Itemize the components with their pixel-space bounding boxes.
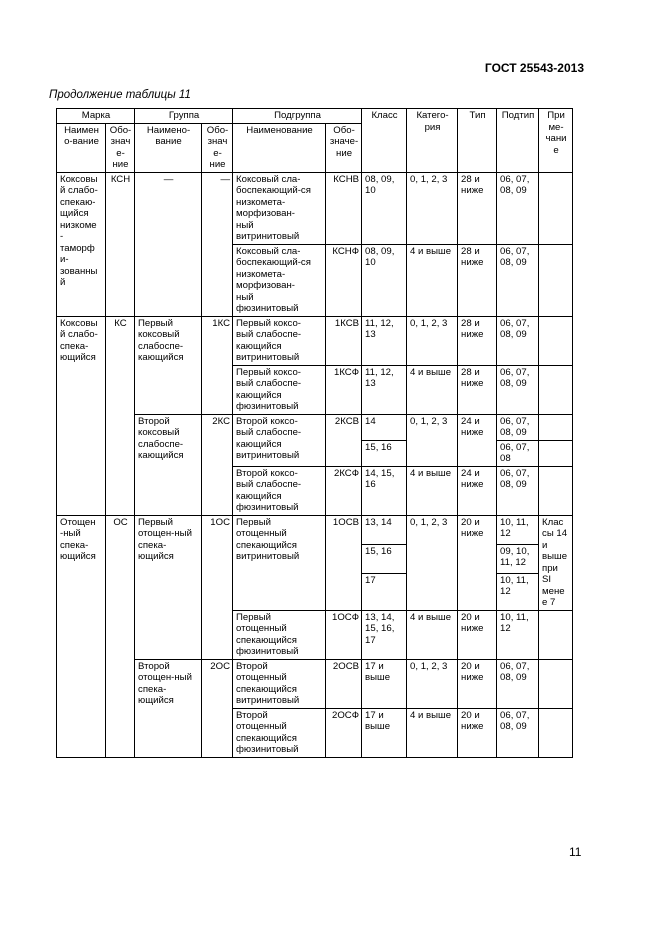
group-code-cell: 1КС: [202, 316, 233, 414]
marka-name-cell: Коксовы й слабо- спекаю- щийся низкоме - таморф и- зованны й: [57, 172, 106, 316]
podtip-cell: 06, 07, 08, 09: [497, 414, 539, 440]
kategoriya-cell: 0, 1, 2, 3: [407, 515, 458, 610]
note-cell: [539, 414, 573, 440]
table-row: [57, 172, 573, 244]
marka-code-cell: КС: [106, 316, 135, 515]
podtip-cell: 10, 11, 12: [497, 573, 539, 610]
header-subgroup-code: Обо- значе- ние: [326, 123, 362, 172]
tip-cell: 20 и ниже: [458, 659, 497, 708]
subgroup-name-cell: Коксовый сла- боспекающий-ся низкомета- морфизован- ный витринитовый: [233, 172, 326, 244]
podtip-cell: 10, 11, 12: [497, 610, 539, 659]
header-marka-name: Наимен о-вание: [57, 123, 106, 172]
klass-cell: 17 и выше: [362, 708, 407, 757]
klass-cell: 15, 16: [362, 440, 407, 466]
header-gruppa: Группа: [135, 109, 233, 124]
note-cell: [539, 659, 573, 708]
standard-designation: ГОСТ 25543-2013: [484, 61, 584, 75]
tip-cell: 24 и ниже: [458, 466, 497, 515]
note-cell: [539, 610, 573, 659]
subgroup-code-cell: 1ОСВ: [326, 515, 362, 610]
header-marka-code: Обо- значе- ние: [106, 123, 135, 172]
group-name-cell: Первый отощен-ный спека- ющийся: [135, 515, 202, 659]
klass-cell: 08, 09, 10: [362, 244, 407, 316]
group-code-cell: 1ОС: [202, 515, 233, 659]
podtip-cell: 06, 07, 08: [497, 440, 539, 466]
subgroup-code-cell: 2ОСФ: [326, 708, 362, 757]
podtip-cell: 09, 10, 11, 12: [497, 544, 539, 573]
klass-cell: 13, 14, 15, 16, 17: [362, 610, 407, 659]
kategoriya-cell: 4 и выше: [407, 244, 458, 316]
subgroup-name-cell: Второй коксо- вый слабоспе- кающийся фюзинитовый: [233, 466, 326, 515]
subgroup-code-cell: КСНВ: [326, 172, 362, 244]
note-cell: [539, 172, 573, 244]
subgroup-name-cell: Первый отощенный спекающийся витринитовый: [233, 515, 326, 610]
table-row: [57, 316, 573, 365]
podtip-cell: 06, 07, 08, 09: [497, 172, 539, 244]
header-primechanie: При ме- чани е: [539, 109, 573, 173]
note-cell: [539, 440, 573, 466]
tip-cell: 28 и ниже: [458, 365, 497, 414]
klass-cell: 14, 15, 16: [362, 466, 407, 515]
klass-cell: 17 и выше: [362, 659, 407, 708]
subgroup-code-cell: 2ОСВ: [326, 659, 362, 708]
subgroup-code-cell: КСНФ: [326, 244, 362, 316]
kategoriya-cell: 4 и выше: [407, 365, 458, 414]
table-row: [57, 414, 573, 440]
tip-cell: 24 и ниже: [458, 414, 497, 466]
header-group-code: Обо- значе- ние: [202, 123, 233, 172]
header-tip: Тип: [458, 109, 497, 173]
subgroup-name-cell: Коксовый сла- боспекающий-ся низкомета- морфизован- ный фюзинитовый: [233, 244, 326, 316]
group-code-cell: —: [202, 172, 233, 316]
kategoriya-cell: 4 и выше: [407, 610, 458, 659]
subgroup-code-cell: 1КСФ: [326, 365, 362, 414]
note-cell: [539, 466, 573, 515]
header-podtip: Подтип: [497, 109, 539, 173]
group-name-cell: Второй коксовый слабоспе- кающийся: [135, 414, 202, 515]
subgroup-name-cell: Первый коксо- вый слабоспе- кающийся фюзинитовый: [233, 365, 326, 414]
podtip-cell: 06, 07, 08, 09: [497, 466, 539, 515]
klass-cell: 17: [362, 573, 407, 610]
klass-cell: 15, 16: [362, 544, 407, 573]
marka-code-cell: ОС: [106, 515, 135, 757]
tip-cell: 20 и ниже: [458, 515, 497, 610]
subgroup-code-cell: 1КСВ: [326, 316, 362, 365]
tip-cell: 20 и ниже: [458, 708, 497, 757]
subgroup-code-cell: 2КСФ: [326, 466, 362, 515]
header-subgroup-name: Наименование: [233, 123, 326, 172]
klass-cell: 13, 14: [362, 515, 407, 544]
header-podgruppa: Подгруппа: [233, 109, 362, 124]
group-name-cell: Второй отощен-ный спека- ющийся: [135, 659, 202, 757]
podtip-cell: 06, 07, 08, 09: [497, 316, 539, 365]
group-code-cell: 2ОС: [202, 659, 233, 757]
klass-cell: 11, 12, 13: [362, 365, 407, 414]
kategoriya-cell: 0, 1, 2, 3: [407, 414, 458, 466]
header-marka: Марка: [57, 109, 135, 124]
podtip-cell: 06, 07, 08, 09: [497, 708, 539, 757]
kategoriya-cell: 4 и выше: [407, 466, 458, 515]
note-cell: [539, 708, 573, 757]
klass-cell: 08, 09, 10: [362, 172, 407, 244]
subgroup-code-cell: 2КСВ: [326, 414, 362, 466]
marka-name-cell: Отощен -ный спека- ющийся: [57, 515, 106, 757]
group-name-cell: Первый коксовый слабоспе- кающийся: [135, 316, 202, 414]
group-name-cell: —: [135, 172, 202, 316]
note-cell: Клас сы 14 и выше при SI мене е 7: [539, 515, 573, 610]
subgroup-name-cell: Второй отощенный спекающийся фюзинитовый: [233, 708, 326, 757]
subgroup-code-cell: 1ОСФ: [326, 610, 362, 659]
tip-cell: 28 и ниже: [458, 316, 497, 365]
tip-cell: 28 и ниже: [458, 244, 497, 316]
note-cell: [539, 244, 573, 316]
kategoriya-cell: 4 и выше: [407, 708, 458, 757]
table-row: [57, 515, 573, 544]
marka-name-cell: Коксовы й слабо- спека- ющийся: [57, 316, 106, 515]
header-klass: Класс: [362, 109, 407, 173]
klass-cell: 14: [362, 414, 407, 440]
klass-cell: 11, 12, 13: [362, 316, 407, 365]
group-code-cell: 2КС: [202, 414, 233, 515]
podtip-cell: 10, 11, 12: [497, 515, 539, 544]
table-row: [57, 659, 573, 708]
note-cell: [539, 316, 573, 365]
marka-code-cell: КСН: [106, 172, 135, 316]
kategoriya-cell: 0, 1, 2, 3: [407, 316, 458, 365]
subgroup-name-cell: Первый коксо- вый слабоспе- кающийся витринитовый: [233, 316, 326, 365]
tip-cell: 28 и ниже: [458, 172, 497, 244]
header-group-name: Наимено- вание: [135, 123, 202, 172]
note-cell: [539, 365, 573, 414]
subgroup-name-cell: Второй отощенный спекающийся витринитовый: [233, 659, 326, 708]
tip-cell: 20 и ниже: [458, 610, 497, 659]
podtip-cell: 06, 07, 08, 09: [497, 659, 539, 708]
page-number: 11: [569, 845, 582, 859]
subgroup-name-cell: Второй коксо- вый слабоспе- кающийся витринитовый: [233, 414, 326, 466]
podtip-cell: 06, 07, 08, 09: [497, 244, 539, 316]
header-row-1: [57, 109, 573, 124]
kategoriya-cell: 0, 1, 2, 3: [407, 172, 458, 244]
kategoriya-cell: 0, 1, 2, 3: [407, 659, 458, 708]
podtip-cell: 06, 07, 08, 09: [497, 365, 539, 414]
subgroup-name-cell: Первый отощенный спекающийся фюзинитовый: [233, 610, 326, 659]
classification-table: [56, 108, 573, 758]
table-caption: Продолжение таблицы 11: [49, 89, 191, 101]
header-kategoriya: Катего- рия: [407, 109, 458, 173]
